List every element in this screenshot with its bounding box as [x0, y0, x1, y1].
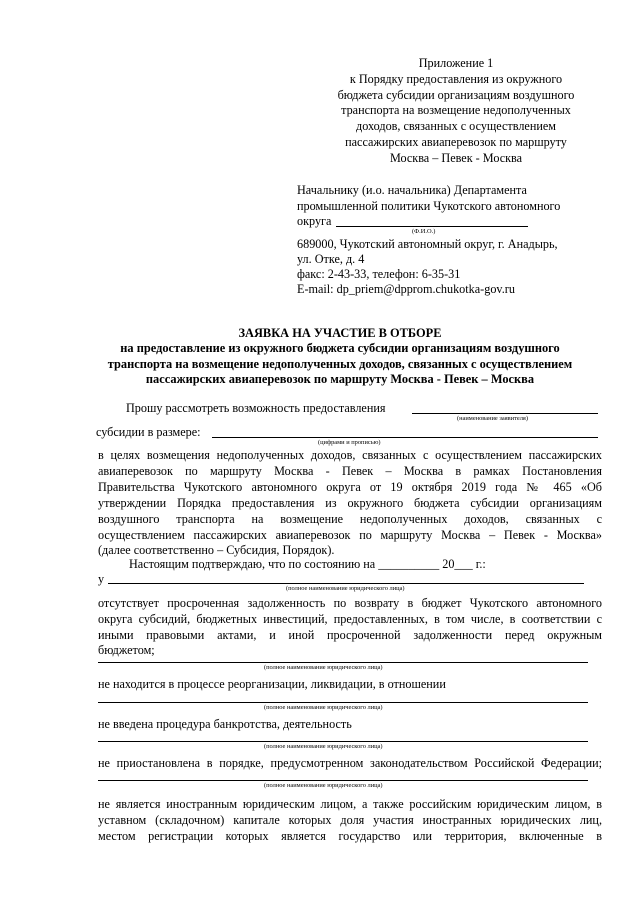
purpose-last-line: (далее соответственно – Субсидия, Порядок).	[98, 543, 335, 557]
fio-hint: (Ф.И.О.)	[412, 228, 436, 235]
org-name-field-5[interactable]	[98, 780, 588, 781]
org-name-field-2[interactable]	[98, 662, 588, 663]
org-name-field-4[interactable]	[98, 741, 588, 742]
org-name-hint-2: (полное наименование юридического лица)	[264, 664, 383, 671]
email-line: E-mail: dp_priem@dpprom.chukotka-gov.ru	[297, 282, 515, 296]
document-title: ЗАЯВКА НА УЧАСТИЕ В ОТБОРЕ	[238, 326, 442, 340]
org-name-field-3[interactable]	[98, 702, 588, 703]
org-name-hint-3: (полное наименование юридического лица)	[264, 704, 383, 711]
debt-line: иными правовыми актами, и иной просроченной задолженности перед окружным	[98, 628, 602, 642]
org-name-field[interactable]	[108, 583, 584, 584]
address-line-2: ул. Отке, д. 4	[297, 252, 365, 266]
debt-line: отсутствует просроченная задолженность по возврату в бюджет Чукотского автономного	[98, 596, 602, 610]
foreign-line: не является иностранным юридическим лицом, а также российским юридическим лицом, в	[98, 797, 602, 811]
request-prefix: Прошу рассмотреть возможность предоставления	[126, 401, 386, 415]
org-name-hint: (полное наименование юридического лица)	[286, 585, 405, 592]
address-line-1: 689000, Чукотский автономный округ, г. Анадырь,	[297, 237, 558, 251]
fio-underline[interactable]	[336, 226, 528, 227]
foreign-line: уставном (складочном) капитале которых доля участия иностранных юридических лиц,	[98, 813, 602, 827]
appendix-line: Приложение 1	[418, 56, 494, 70]
appendix-line: транспорта на возмещение недополученных	[341, 103, 571, 118]
appendix-line: доходов, связанных с осуществлением	[356, 119, 556, 134]
purpose-line: утверждении Порядка предоставления из окружного бюджета субсидии организациям	[98, 496, 602, 510]
addressee-line-3: округа	[297, 214, 332, 228]
foreign-line: местом регистрации которых является государство или территория, включенные в	[98, 829, 602, 843]
amount-hint: (цифрами и прописью)	[318, 439, 381, 446]
debt-last-line: бюджетом;	[98, 643, 155, 657]
appendix-line: к Порядку предоставления из окружного	[349, 71, 563, 86]
purpose-line: Правительства Чукотского автономного округа от 19 октября 2019 года № 465 «Об	[98, 480, 602, 494]
purpose-line: осуществлением пассажирских авиаперевозок по маршруту Москва – Певек - Москва»	[98, 528, 602, 542]
applicant-field[interactable]	[412, 413, 598, 414]
appendix-line: Москва – Певек - Москва	[389, 150, 523, 165]
addressee-line-1: Начальнику (и.о. начальника) Департамента	[297, 183, 527, 197]
debt-line: округа субсидий, бюджетных инвестиций, предоставленных, в том числе, в соответствии с	[98, 612, 602, 626]
amount-prefix: субсидии в размере:	[96, 425, 201, 439]
bankruptcy-text: не введена процедура банкротства, деятельность	[98, 717, 352, 731]
org-name-hint-4: (полное наименование юридического лица)	[264, 743, 383, 750]
reorganization-text: не находится в процессе реорганизации, ликвидации, в отношении	[98, 677, 446, 691]
confirmation-text: Настоящим подтверждаю, что по состоянию на __________ 20___ г.:	[129, 557, 486, 571]
document-subtitle-2: транспорта на возмещение недополученных доходов, связанных с осуществлением	[107, 357, 573, 371]
purpose-line: воздушного транспорта на возмещение недополученных доходов, связанных с	[98, 512, 602, 526]
appendix-header	[306, 56, 606, 167]
document-subtitle-3: пассажирских авиаперевозок по маршруту Москва - Певек – Москва	[145, 372, 535, 386]
fax-phone-line: факс: 2-43-33, телефон: 6-35-31	[297, 267, 461, 281]
confirmation-u: у	[98, 572, 105, 586]
appendix-line: бюджета субсидии организациям воздушного	[337, 87, 575, 102]
amount-field[interactable]	[212, 437, 598, 438]
purpose-line: в целях возмещения недополученных доходов, связанных с осуществлением пассажирских	[98, 448, 602, 462]
org-name-hint-5: (полное наименование юридического лица)	[264, 782, 383, 789]
applicant-hint: (наименование заявителя)	[457, 415, 528, 422]
document-subtitle-1: на предоставление из окружного бюджета субсидии организациям воздушного	[120, 341, 560, 355]
purpose-line: авиаперевозок по маршруту Москва - Певек – Москва в рамках Постановления	[98, 464, 602, 478]
appendix-line: пассажирских авиаперевозок по маршруту	[345, 134, 567, 149]
addressee-line-2: промышленной политики Чукотского автономного	[297, 199, 561, 213]
suspension-text: не приостановлена в порядке, предусмотренном законодательством Российской Федерации;	[98, 756, 602, 770]
